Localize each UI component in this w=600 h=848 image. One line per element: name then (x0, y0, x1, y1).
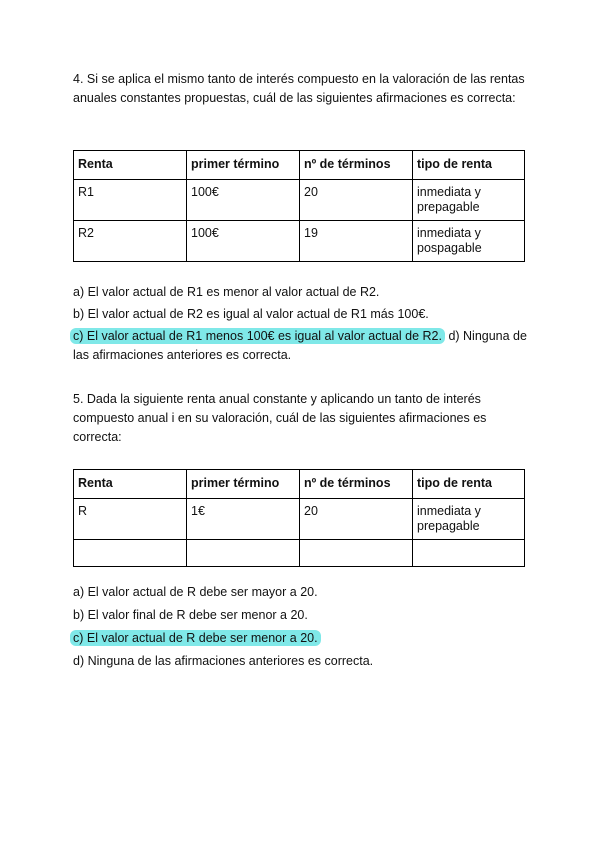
cell-num-terminos: 20 (300, 180, 413, 221)
cell-num-terminos: 19 (300, 221, 413, 262)
header-primer-termino: primer término (187, 151, 300, 180)
cell-num-terminos: 20 (300, 499, 413, 540)
question-5-text: 5. Dada la siguiente renta anual constante y aplicando un tanto de interés compuesto anual i en su valoración, cuál de las siguientes afirmaciones es correcta: (73, 392, 487, 444)
header-num-terminos: nº de términos (300, 151, 413, 180)
q5-option-c (73, 629, 533, 648)
header-tipo-renta: tipo de renta (413, 470, 525, 499)
cell-primer-termino: 100€ (187, 180, 300, 221)
cell-empty (413, 540, 525, 567)
cell-tipo-renta: inmediata y pospagable (413, 221, 525, 262)
cell-primer-termino: 1€ (187, 499, 300, 540)
header-renta: Renta (74, 151, 187, 180)
question-4-table (73, 150, 525, 262)
table-header-row (74, 151, 525, 180)
header-tipo-renta: tipo de renta (413, 151, 525, 180)
q4-option-c-highlighted: c) El valor actual de R1 menos 100€ es igual al valor actual de R2. (70, 328, 445, 344)
cell-renta: R1 (74, 180, 187, 221)
table-row (74, 180, 525, 221)
q4-option-b: b) El valor actual de R2 es igual al valor actual de R1 más 100€. (73, 307, 429, 321)
cell-tipo-renta: inmediata y prepagable (413, 180, 525, 221)
q5-option-d: d) Ninguna de las afirmaciones anteriores es correcta. (73, 654, 374, 668)
header-num-terminos: nº de términos (300, 470, 413, 499)
cell-empty (74, 540, 187, 567)
question-4-text: 4. Si se aplica el mismo tanto de interés compuesto en la valoración de las rentas anuales constantes propuestas, cuál de las siguientes afirmaciones es correcta: (73, 72, 525, 105)
header-renta: Renta (74, 470, 187, 499)
cell-tipo-renta: inmediata y prepagable (413, 499, 525, 540)
q4-option-a: a) El valor actual de R1 es menor al valor actual de R2. (73, 285, 380, 299)
table-row (74, 221, 525, 262)
q5-option-c-highlighted: c) El valor actual de R debe ser menor a 20. (70, 630, 321, 646)
table-row-empty (74, 540, 525, 567)
q5-option-b: b) El valor final de R debe ser menor a 20. (73, 608, 308, 622)
table-header-row (74, 470, 525, 499)
header-primer-termino: primer término (187, 470, 300, 499)
cell-primer-termino: 100€ (187, 221, 300, 262)
q5-option-a: a) El valor actual de R debe ser mayor a 20. (73, 585, 318, 599)
q4-option-c-d (73, 327, 533, 365)
cell-empty (187, 540, 300, 567)
cell-renta: R2 (74, 221, 187, 262)
question-5-table (73, 469, 525, 567)
cell-renta: R (74, 499, 187, 540)
q4-option-d: d) Ninguna de las afirmaciones anteriores es correcta. (73, 329, 527, 362)
table-row (74, 499, 525, 540)
cell-empty (300, 540, 413, 567)
